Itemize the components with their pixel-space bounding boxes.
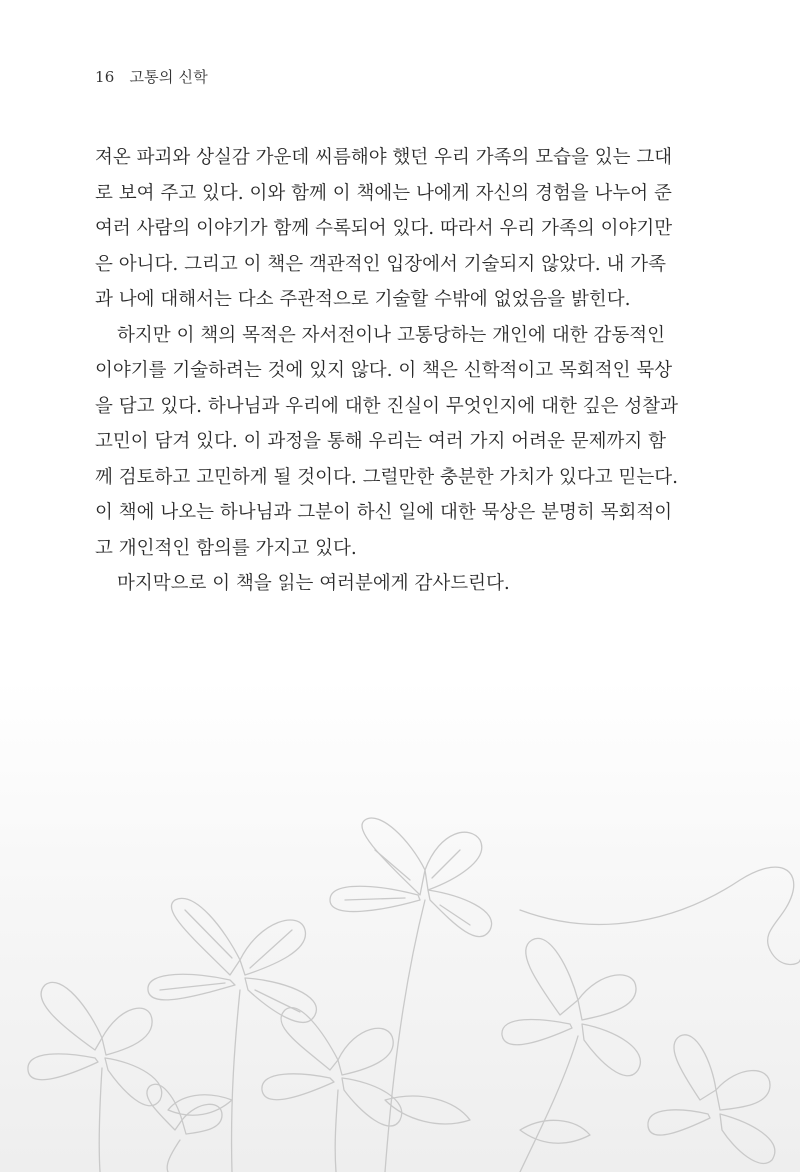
text-line: 고 개인적인 함의를 가지고 있다. bbox=[95, 537, 357, 559]
text-line: 마지막으로 이 책을 읽는 여러분에게 감사드린다. bbox=[117, 573, 510, 594]
running-title: 고통의 신학 bbox=[129, 68, 208, 86]
text-line: 께 검토하고 고민하게 될 것이다. 그럴만한 충분한 가치가 있다고 믿는다. bbox=[95, 466, 678, 488]
text-line: 이야기를 기술하려는 것에 있지 않다. 이 책은 신학적이고 목회적인 묵상 bbox=[95, 360, 673, 381]
text-line: 고민이 담겨 있다. 이 과정을 통해 우리는 여러 가지 어려운 문제까지 함 bbox=[95, 431, 666, 452]
body-text bbox=[95, 140, 678, 602]
text-line: 과 나에 대해서는 다소 주관적으로 기술할 수밖에 없었음을 밝힌다. bbox=[95, 289, 631, 310]
text-line: 은 아니다. 그리고 이 책은 객관적인 입장에서 기술되지 않았다. 내 가족 bbox=[95, 253, 666, 275]
page-number: 16 bbox=[95, 68, 115, 86]
text-line: 이 책에 나오는 하나님과 그분이 하신 일에 대한 묵상은 분명히 목회적이 bbox=[95, 502, 673, 523]
running-head bbox=[95, 66, 208, 87]
text-line: 여러 사람의 이야기가 함께 수록되어 있다. 따라서 우리 가족의 이야기만 bbox=[95, 218, 673, 239]
text-line: 하지만 이 책의 목적은 자서전이나 고통당하는 개인에 대한 감동적인 bbox=[117, 324, 665, 346]
text-line: 로 보여 주고 있다. 이와 함께 이 책에는 나에게 자신의 경험을 나누어 준 bbox=[95, 182, 672, 204]
text-line: 을 담고 있다. 하나님과 우리에 대한 진실이 무엇인지에 대한 깊은 성찰과 bbox=[95, 395, 678, 417]
text-line: 져온 파괴와 상실감 가운데 씨름해야 했던 우리 가족의 모습을 있는 그대 bbox=[95, 147, 673, 168]
floral-line-art-icon bbox=[0, 800, 800, 1172]
